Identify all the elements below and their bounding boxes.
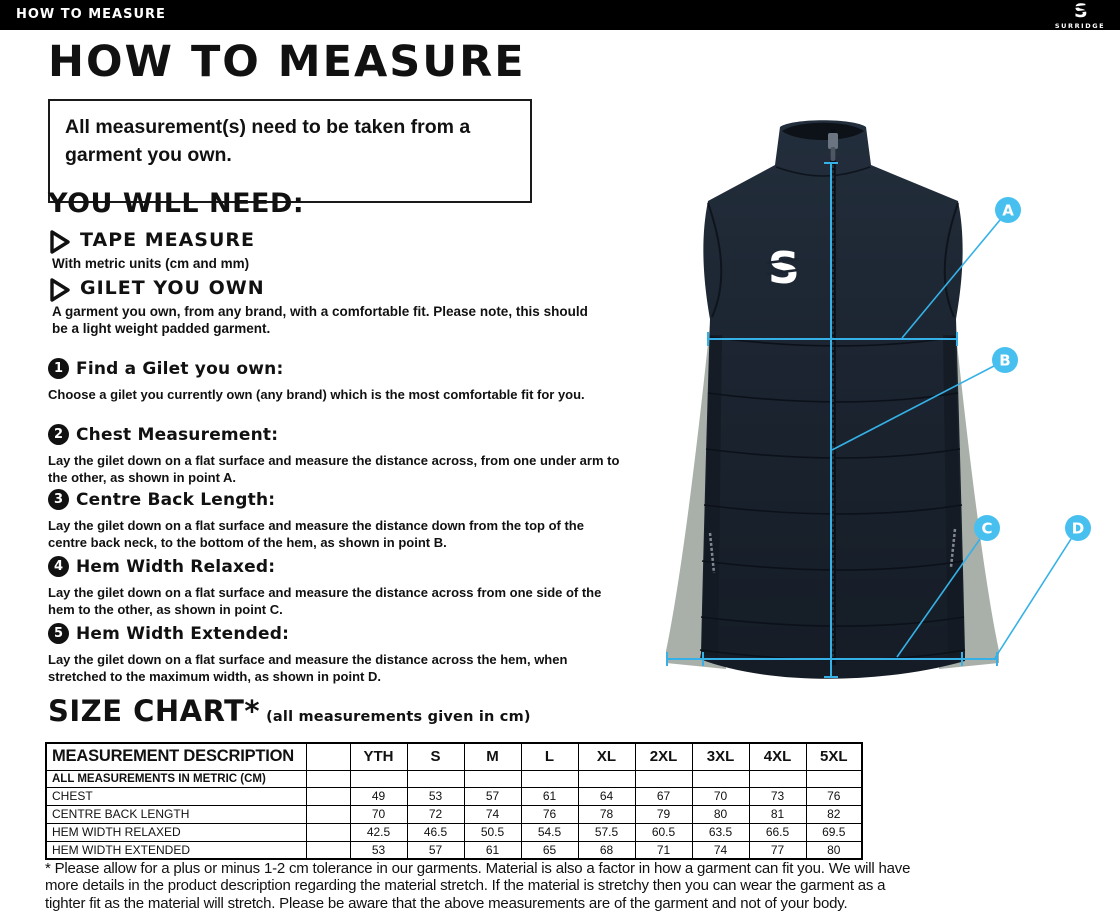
chest-logo-letter: S	[768, 243, 800, 294]
size-cell: 70	[692, 787, 749, 805]
point-a-label: A	[1002, 201, 1014, 220]
size-chart-heading	[48, 694, 531, 728]
page-title: HOW TO MEASURE	[48, 37, 526, 87]
column-header-size: S	[407, 743, 464, 770]
metric-note-row	[46, 770, 862, 787]
size-cell: 66.5	[749, 823, 806, 841]
row-label: HEM WIDTH RELAXED	[46, 823, 306, 841]
surridge-logo	[1050, 1, 1110, 30]
size-cell: 74	[692, 841, 749, 859]
point-b-label: B	[999, 351, 1011, 370]
step-title: Chest Measurement:	[76, 424, 279, 445]
empty-cell	[306, 805, 350, 823]
row-label: CENTRE BACK LENGTH	[46, 805, 306, 823]
size-cell: 61	[521, 787, 578, 805]
empty-cell	[306, 787, 350, 805]
size-cell: 61	[464, 841, 521, 859]
size-cell: 74	[464, 805, 521, 823]
step-title: Centre Back Length:	[76, 489, 276, 510]
size-cell: 53	[350, 841, 407, 859]
table-row-hem-width-relaxed	[46, 823, 862, 841]
empty-cell	[306, 823, 350, 841]
size-cell: 70	[350, 805, 407, 823]
step-number-badge: 5	[48, 623, 69, 644]
size-chart-table	[45, 742, 863, 860]
column-header-size: 2XL	[635, 743, 692, 770]
footnote-line: more details in the product description regarding the material stretch. If the material is stretchy then you can wear the garment as a	[45, 877, 886, 895]
size-cell: 76	[521, 805, 578, 823]
need-item-description: A garment you own, from any brand, with a comfortable fit. Please note, this should be a light weight padded garment.	[52, 304, 588, 337]
top-bar-title: HOW TO MEASURE	[16, 7, 166, 22]
empty-cell	[692, 770, 749, 787]
step-number-badge: 2	[48, 424, 69, 445]
column-header-description: MEASUREMENT DESCRIPTION	[46, 743, 306, 770]
size-cell: 79	[635, 805, 692, 823]
empty-cell	[350, 770, 407, 787]
row-label: ALL MEASUREMENTS IN METRIC (CM)	[46, 770, 306, 787]
size-cell: 64	[578, 787, 635, 805]
size-cell: 72	[407, 805, 464, 823]
zip-pull	[831, 147, 836, 161]
tolerance-footnote	[45, 860, 1120, 912]
size-cell: 65	[521, 841, 578, 859]
column-header-size: 3XL	[692, 743, 749, 770]
need-item-description: With metric units (cm and mm)	[52, 256, 250, 271]
size-cell: 57	[407, 841, 464, 859]
size-cell: 80	[692, 805, 749, 823]
size-cell: 82	[806, 805, 862, 823]
footnote-line: * Please allow for a plus or minus 1-2 cm tolerance in our garments. Material is also a factor in how a garment can fit you. We will have	[45, 860, 911, 877]
column-header-size: L	[521, 743, 578, 770]
size-cell: 54.5	[521, 823, 578, 841]
step-centre-back-length	[48, 489, 620, 552]
size-cell: 76	[806, 787, 862, 805]
point-c-label: C	[981, 519, 993, 538]
step-title: Hem Width Relaxed:	[76, 556, 276, 577]
point-d-label: D	[1071, 519, 1085, 538]
step-description: Lay the gilet down on a flat surface and measure the distance down from the top of the centre back neck, to the bottom of the hem, as shown in point B.	[48, 518, 584, 550]
column-header-size: 4XL	[749, 743, 806, 770]
step-number-badge: 1	[48, 358, 69, 379]
empty-cell	[521, 770, 578, 787]
empty-cell	[306, 841, 350, 859]
zip-slider	[828, 133, 838, 149]
size-cell: 57.5	[578, 823, 635, 841]
size-cell: 81	[749, 805, 806, 823]
you-will-need-heading: YOU WILL NEED:	[48, 188, 305, 219]
empty-cell	[306, 770, 350, 787]
notice-box: All measurement(s) need to be taken from a garment you own.	[48, 99, 532, 203]
step-title: Hem Width Extended:	[76, 623, 290, 644]
size-cell: 60.5	[635, 823, 692, 841]
empty-cell	[464, 770, 521, 787]
svg-text:S: S	[1074, 1, 1088, 19]
step-description: Lay the gilet down on a flat surface and measure the distance across the hem, when stretched to the maximum width, as shown in point D.	[48, 652, 568, 684]
row-label: CHEST	[46, 787, 306, 805]
surridge-wordmark: SURRIDGE	[1054, 22, 1106, 30]
surridge-s-icon	[1067, 1, 1093, 19]
size-cell: 73	[749, 787, 806, 805]
size-cell: 68	[578, 841, 635, 859]
row-label: HEM WIDTH EXTENDED	[46, 841, 306, 859]
step-description: Lay the gilet down on a flat surface and measure the distance across, from one under arm to the other, as shown in point A.	[48, 453, 620, 485]
point-badges	[974, 197, 1091, 541]
size-cell: 71	[635, 841, 692, 859]
need-item-gilet	[48, 276, 593, 338]
table-row-hem-width-extended	[46, 841, 862, 859]
step-find-gilet	[48, 358, 620, 404]
triangle-bullet-icon	[48, 277, 72, 303]
step-hem-width-extended	[48, 623, 620, 686]
size-cell: 67	[635, 787, 692, 805]
step-description: Choose a gilet you currently own (any brand) which is the most comfortable fit for you.	[48, 387, 585, 402]
size-cell: 78	[578, 805, 635, 823]
triangle-bullet-icon	[48, 229, 72, 255]
footnote-line: tighter fit as the material will stretch. Please be aware that the above measurements are of the garment and not of your body.	[45, 894, 848, 912]
chest-logo	[766, 243, 800, 294]
table-row-centre-back-length	[46, 805, 862, 823]
column-header-size: 5XL	[806, 743, 862, 770]
size-cell: 57	[464, 787, 521, 805]
size-chart-subtitle: (all measurements given in cm)	[266, 709, 531, 725]
gilet-measurement-diagram	[630, 105, 1110, 725]
step-description: Lay the gilet down on a flat surface and measure the distance across from one side of the hem to the other, as shown in point C.	[48, 585, 602, 617]
step-number-badge: 3	[48, 489, 69, 510]
empty-cell	[407, 770, 464, 787]
step-number-badge: 4	[48, 556, 69, 577]
size-chart-title: SIZE CHART*	[48, 694, 261, 728]
step-hem-width-relaxed	[48, 556, 620, 619]
empty-cell	[635, 770, 692, 787]
need-item-title: TAPE MEASURE	[80, 229, 256, 251]
size-cell: 49	[350, 787, 407, 805]
column-header-size: YTH	[350, 743, 407, 770]
need-item-title: GILET YOU OWN	[80, 277, 265, 299]
size-cell: 53	[407, 787, 464, 805]
top-bar	[0, 0, 1120, 30]
gilet-illustration	[630, 105, 1110, 725]
size-cell: 63.5	[692, 823, 749, 841]
size-cell: 77	[749, 841, 806, 859]
size-cell: 42.5	[350, 823, 407, 841]
size-chart-header-row	[46, 743, 862, 770]
column-header-blank	[306, 743, 350, 770]
size-cell: 50.5	[464, 823, 521, 841]
step-chest-measurement	[48, 424, 620, 487]
empty-cell	[578, 770, 635, 787]
empty-cell	[749, 770, 806, 787]
need-item-tape-measure	[48, 228, 593, 272]
empty-cell	[806, 770, 862, 787]
step-title: Find a Gilet you own:	[76, 358, 284, 379]
column-header-size: XL	[578, 743, 635, 770]
column-header-size: M	[464, 743, 521, 770]
size-cell: 46.5	[407, 823, 464, 841]
size-cell: 69.5	[806, 823, 862, 841]
size-cell: 80	[806, 841, 862, 859]
table-row-chest	[46, 787, 862, 805]
